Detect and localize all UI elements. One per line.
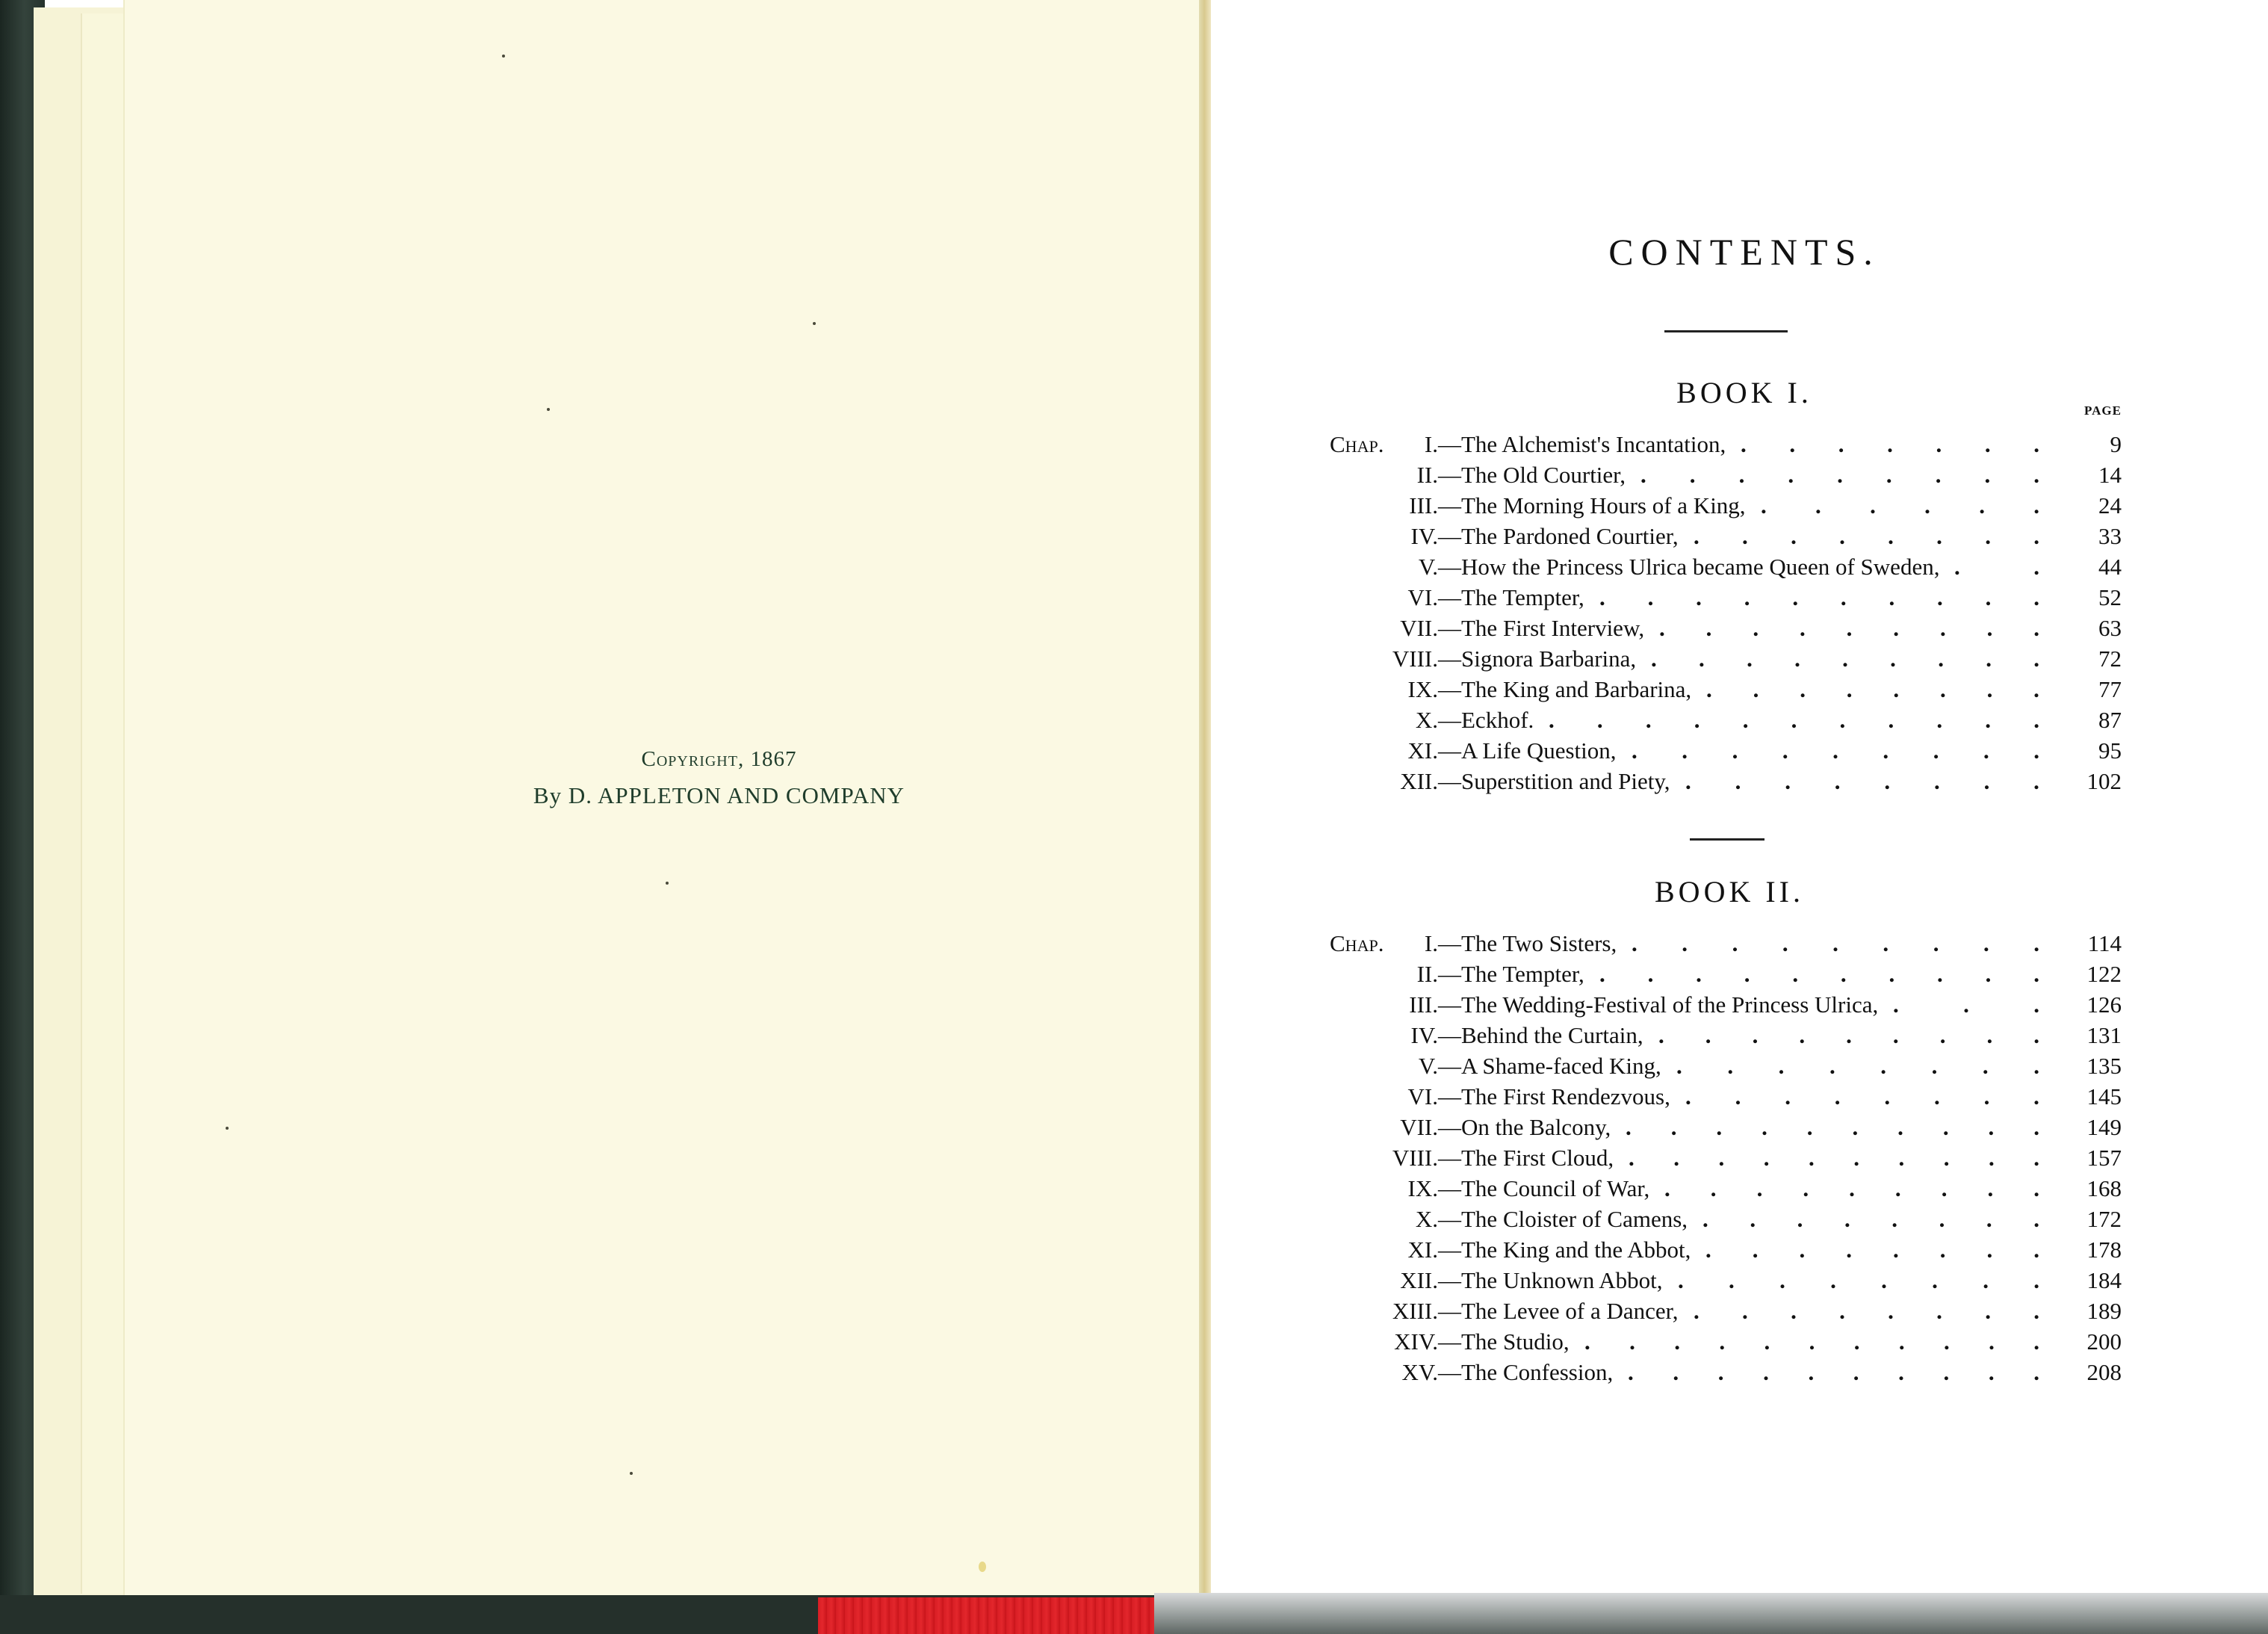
- chapter-title: —The Alchemist's Incantation,: [1438, 431, 1726, 457]
- chapter-title: —Behind the Curtain,: [1438, 1022, 1643, 1048]
- chapter-number: IX.: [1407, 676, 1438, 702]
- toc-entry: [1330, 521, 2122, 551]
- chapter-number: XI.: [1407, 737, 1438, 764]
- chapter-title: —The Confession,: [1438, 1359, 1614, 1385]
- chapter-number: IV.: [1410, 523, 1438, 549]
- toc-entry: [1330, 643, 2122, 674]
- page-number: 52: [2098, 584, 2122, 610]
- page-title: CONTENTS.: [1608, 231, 1880, 273]
- page-number: 77: [2098, 676, 2122, 702]
- page-number: 157: [2086, 1145, 2122, 1171]
- chapter-number: IX.: [1407, 1175, 1438, 1201]
- chapter-title: —The First Interview,: [1438, 615, 1645, 641]
- book-1-heading: BOOK I.: [1676, 376, 1812, 409]
- leader-dots: . . . . . . . . .: [1659, 615, 2039, 641]
- page-number: 122: [2086, 961, 2122, 987]
- chapter-number: VII.: [1400, 615, 1438, 641]
- chapter-title: —The King and Barbarina,: [1438, 676, 1692, 702]
- toc-entry: [1330, 1204, 2122, 1234]
- toc-entry: [1330, 1326, 2122, 1357]
- book-1-contents-list: [1330, 429, 2122, 796]
- chapter-number: XIV.: [1394, 1328, 1438, 1355]
- leader-dots: . . .: [1893, 991, 2039, 1018]
- chapter-title: —Signora Barbarina,: [1438, 646, 1637, 672]
- chapter-number: VIII.: [1392, 646, 1438, 672]
- leader-dots: . . . . . . . . .: [1632, 930, 2039, 956]
- chapter-number: X.: [1415, 1206, 1438, 1232]
- page-number: 200: [2086, 1328, 2122, 1355]
- leader-dots: . . . . . . . .: [1694, 523, 2039, 549]
- chapter-title: —The Old Courtier,: [1438, 462, 1626, 488]
- left-page: [123, 0, 1204, 1621]
- toc-entry: [1330, 705, 2122, 735]
- book-2-heading: BOOK II.: [1655, 875, 1804, 909]
- leader-dots: . . . . . . . .: [1705, 1237, 2039, 1263]
- chapter-title: —The King and the Abbot,: [1438, 1237, 1691, 1263]
- toc-entry: [1330, 674, 2122, 705]
- leader-dots: . . . . . . .: [1741, 431, 2039, 457]
- dust-speck: [547, 408, 550, 411]
- page-number: 33: [2098, 523, 2122, 549]
- red-headband: [818, 1597, 1154, 1634]
- toc-entry: [1330, 766, 2122, 796]
- leader-dots: . .: [1954, 554, 2039, 580]
- chapter-title: —The Wedding-Festival of the Princess Ulrica,: [1438, 991, 1879, 1018]
- toc-entry: [1330, 1050, 2122, 1081]
- page-number: 114: [2087, 930, 2122, 956]
- toc-entry: [1330, 1357, 2122, 1387]
- toc-entry: [1330, 1296, 2122, 1326]
- leader-dots: . . . . . . . .: [1702, 1206, 2039, 1232]
- page-number: 87: [2098, 707, 2122, 733]
- chapter-title: —The Unknown Abbot,: [1438, 1267, 1663, 1293]
- page-number: 135: [2086, 1053, 2122, 1079]
- leader-dots: . . . . . . . . .: [1651, 646, 2039, 672]
- toc-entry: [1330, 959, 2122, 989]
- toc-entry: [1330, 1234, 2122, 1265]
- chapter-title: —The First Cloud,: [1438, 1145, 1614, 1171]
- page-number: 63: [2098, 615, 2122, 641]
- leader-dots: . . . . . . . . . .: [1629, 1145, 2039, 1171]
- chapter-title: —A Life Question,: [1438, 737, 1617, 764]
- chapter-title: —Superstition and Piety,: [1438, 768, 1670, 794]
- copyright-line: Copyright, 1867: [641, 747, 797, 771]
- dust-speck: [226, 1127, 229, 1130]
- leader-dots: . . . . . . . . . .: [1599, 961, 2039, 987]
- page-number: 178: [2086, 1237, 2122, 1263]
- chapter-number: VIII.: [1392, 1145, 1438, 1171]
- page-column-label: PAGE: [2084, 403, 2122, 418]
- publisher-line: By D. APPLETON AND COMPANY: [533, 782, 905, 808]
- leader-dots: . . . . . . . .: [1706, 676, 2039, 702]
- chapter-title: —How the Princess Ulrica became Queen of Sweden,: [1438, 554, 1940, 580]
- leader-dots: . . . . . . . .: [1685, 1083, 2039, 1110]
- chapter-number: X.: [1415, 707, 1438, 733]
- chapter-title: —The Pardoned Courtier,: [1438, 523, 1679, 549]
- chapter-number: I.: [1424, 930, 1438, 956]
- section-rule: [1690, 838, 1764, 841]
- chapter-number: XIII.: [1392, 1298, 1438, 1324]
- page-number: 131: [2086, 1022, 2122, 1048]
- chapter-label: Chap.: [1330, 930, 1384, 956]
- dust-speck: [502, 55, 505, 58]
- toc-entry: [1330, 1173, 2122, 1204]
- page-number: 149: [2086, 1114, 2122, 1140]
- chapter-number: V.: [1418, 554, 1438, 580]
- page-number: 184: [2086, 1267, 2122, 1293]
- chapter-title: —The Cloister of Camens,: [1438, 1206, 1688, 1232]
- dust-speck: [813, 322, 816, 325]
- chapter-number: XII.: [1400, 1267, 1438, 1293]
- chapter-number: VI.: [1407, 1083, 1438, 1110]
- chapter-number: VI.: [1407, 584, 1438, 610]
- chapter-label: Chap.: [1330, 431, 1384, 457]
- page-number: 172: [2086, 1206, 2122, 1232]
- title-rule: [1664, 330, 1788, 332]
- chapter-number: I.: [1424, 431, 1438, 457]
- leader-dots: . . . . . . . .: [1676, 1053, 2039, 1079]
- chapter-title: —A Shame-faced King,: [1438, 1053, 1661, 1079]
- chapter-title: —The Tempter,: [1438, 584, 1584, 610]
- page-number: 9: [2110, 431, 2122, 457]
- leader-dots: . . . . . . . . .: [1664, 1175, 2039, 1201]
- page-number: 168: [2086, 1175, 2122, 1201]
- page-number: 145: [2086, 1083, 2122, 1110]
- chapter-number: IV.: [1410, 1022, 1438, 1048]
- chapter-number: V.: [1418, 1053, 1438, 1079]
- chapter-title: —On the Balcony,: [1438, 1114, 1611, 1140]
- chapter-number: II.: [1416, 961, 1438, 987]
- dust-speck: [630, 1472, 633, 1475]
- toc-entry: [1330, 551, 2122, 582]
- toc-entry: [1330, 1020, 2122, 1050]
- chapter-title: —The Morning Hours of a King,: [1438, 492, 1746, 519]
- chapter-title: —The First Rendezvous,: [1438, 1083, 1670, 1110]
- chapter-number: VII.: [1400, 1114, 1438, 1140]
- toc-entry: [1330, 1142, 2122, 1173]
- toc-entry: [1330, 429, 2122, 459]
- leader-dots: . . . . . . . . .: [1632, 737, 2039, 764]
- chapter-title: —The Levee of a Dancer,: [1438, 1298, 1679, 1324]
- page-number: 126: [2086, 991, 2122, 1018]
- chapter-number: XI.: [1407, 1237, 1438, 1263]
- stain-spot: [979, 1562, 986, 1572]
- leader-dots: . . . . . . . .: [1685, 768, 2039, 794]
- toc-entry: [1330, 613, 2122, 643]
- page-number: 208: [2086, 1359, 2122, 1385]
- chapter-number: II.: [1416, 462, 1438, 488]
- leader-dots: . . . . . . . . . .: [1626, 1114, 2039, 1140]
- leader-dots: . . . . . . . . . . .: [1549, 707, 2039, 733]
- scanner-edge-strip: [1154, 1593, 2268, 1634]
- leader-dots: . . . . . . . .: [1678, 1267, 2039, 1293]
- book-2-contents-list: [1330, 928, 2122, 1387]
- chapter-number: III.: [1409, 492, 1438, 519]
- chapter-number: III.: [1409, 991, 1438, 1018]
- leader-dots: . . . . . . . . . . .: [1584, 1328, 2039, 1355]
- page-number: 95: [2098, 737, 2122, 764]
- toc-entry: [1330, 928, 2122, 959]
- chapter-number: XII.: [1400, 768, 1438, 794]
- chapter-title: —Eckhof.: [1438, 707, 1534, 733]
- toc-entry: [1330, 1112, 2122, 1142]
- chapter-title: —The Tempter,: [1438, 961, 1584, 987]
- page-number: 24: [2098, 492, 2122, 519]
- toc-entry: [1330, 459, 2122, 490]
- toc-entry: [1330, 1265, 2122, 1296]
- page-number: 102: [2086, 768, 2122, 794]
- page-number: 189: [2086, 1298, 2122, 1324]
- chapter-title: —The Two Sisters,: [1438, 930, 1617, 956]
- page-number: 44: [2098, 554, 2122, 580]
- chapter-number: XV.: [1401, 1359, 1438, 1385]
- leader-dots: . . . . . . . . .: [1640, 462, 2039, 488]
- chapter-title: —The Council of War,: [1438, 1175, 1650, 1201]
- leader-dots: . . . . . . . . .: [1658, 1022, 2039, 1048]
- leader-dots: . . . . . . . .: [1694, 1298, 2039, 1324]
- toc-entry: [1330, 735, 2122, 766]
- chapter-title: —The Studio,: [1438, 1328, 1570, 1355]
- dust-speck: [666, 882, 669, 885]
- toc-entry: [1330, 582, 2122, 613]
- leader-dots: . . . . . . . . . .: [1628, 1359, 2039, 1385]
- page-number: 14: [2098, 462, 2122, 488]
- toc-entry: [1330, 1081, 2122, 1112]
- toc-entry: [1330, 989, 2122, 1020]
- leader-dots: . . . . . .: [1761, 492, 2039, 519]
- page-number: 72: [2098, 646, 2122, 672]
- toc-entry: [1330, 490, 2122, 521]
- leader-dots: . . . . . . . . . .: [1599, 584, 2039, 610]
